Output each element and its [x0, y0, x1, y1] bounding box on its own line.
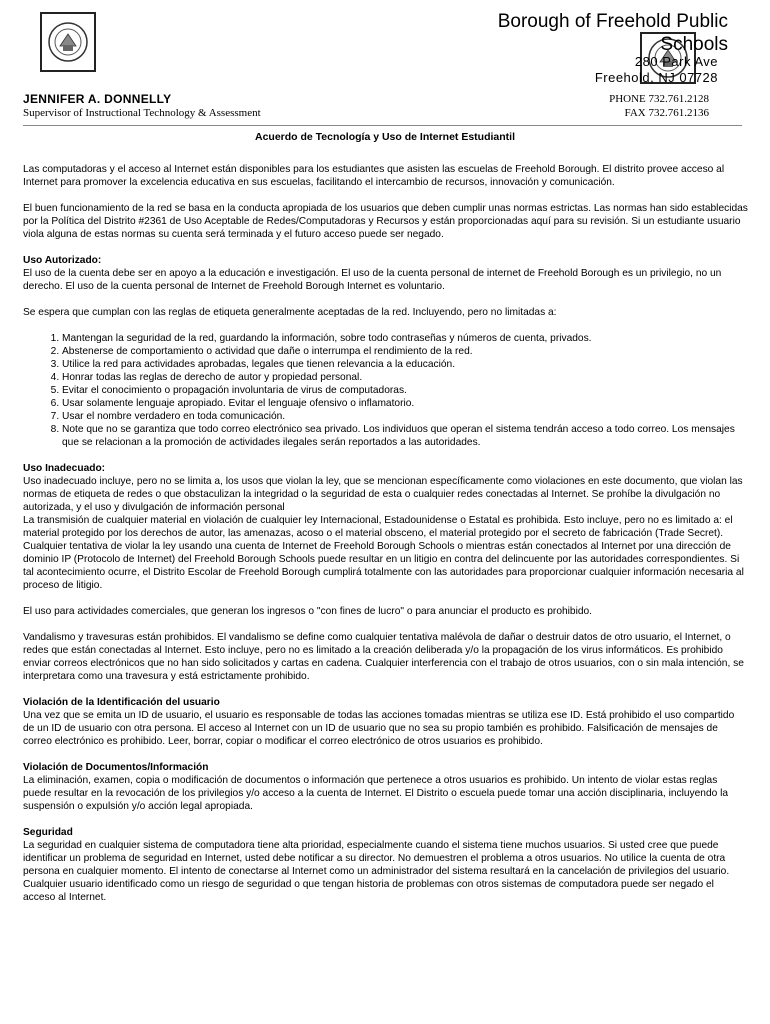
etiquette-rules-list: [23, 332, 748, 449]
fax-number: FAX 732.761.2136: [624, 107, 709, 119]
id-violation-body: Una vez que se emita un ID de usuario, el usuario es responsable de todas las acciones tomadas mientras se utiliza ese ID. Está prohibido el uso compartido de un ID de usuario con otra persona. El acceso al Internet con un ID de usuario que no sea su propio también es prohibido. Falsificación de mensajes de correo electrónico es prohibido. Leer, borrar, copiar o modificar el correo electrónico de otros usuarios es prohibido.: [23, 710, 735, 747]
phone-number: PHONE 732.761.2128: [609, 93, 709, 105]
document-title: Acuerdo de Tecnología y Uso de Internet Estudiantil: [254, 131, 515, 143]
section-heading-docs-violation: Violación de Documentos/Información: [23, 762, 209, 773]
section-heading-authorized: Uso Autorizado:: [23, 255, 102, 266]
inappropriate-body-1: Uso inadecuado incluye, pero no se limita a, los usos que violan la ley, que se mencionan específicamente como violaciones en este documento, que violan las normas de etiqueta de redes o que obstaculizan la integridad o la seguridad de esta o cualquier redes conectadas al Internet. Se prohíbe la divulgación no autorizada, y el uso y divulgación de información personal: [23, 476, 743, 513]
address-line-1: 280 Park Ave: [634, 54, 718, 69]
section-heading-id-violation: Violación de la Identificación del usuario: [23, 697, 220, 708]
inappropriate-body-3: El uso para actividades comerciales, que generan los ingresos o "con fines de lucro" o para anunciar el producto es prohibido.: [23, 606, 593, 617]
list-item: 1. Mantengan la seguridad de la red, guardando la información, sobre todo contraseñas y números de cuenta, privados.: [62, 332, 748, 345]
address-line-2: Freehold, NJ 07728: [594, 70, 718, 85]
section-heading-inappropriate: Uso Inadecuado:: [23, 463, 106, 474]
list-item: 4. Honrar todas las reglas de derecho de autor y propiedad personal.: [62, 371, 748, 384]
document-body: [23, 163, 748, 917]
list-item: 2. Abstenerse de comportamiento o actividad que dañe o interrumpa el rendimiento de la red.: [62, 345, 748, 358]
person-name: JENNIFER A. DONNELLY: [23, 92, 172, 106]
list-item: 3. Utilice la red para actividades aprobadas, legales que tienen relevancia a la educación.: [62, 358, 748, 371]
inappropriate-body-2: La transmisión de cualquier material en violación de cualquier ley Internacional, Estadounidense o Estatal es prohibida. Esto incluye, pero no es limitado a: el material protegido por los derechos de autor, las amenazas, acoso o el material obsceno, el material protegido por el secreto de fabricación (Trade Secret). Cualquier tentativa de violar la ley usando una cuenta de Internet de Freehold Borough Schools o mientras están conectados al Internet por una dirección de dominio IP (Protocolo de Internet) del Freehold Borough Schools puede resultar en un litigio en contra del delincuente por las autoridades correspondientes. Si tal acontecimiento ocurre, el Distrito Escolar de Freehold Borough cumplirá totalmente con las autoridades para proporcionar cualquier información necesaria al proceso de litigio.: [23, 515, 744, 591]
list-item: 6. Usar solamente lenguaje apropiado. Evitar el lenguaje ofensivo o inflamatorio.: [62, 397, 748, 410]
etiquette-intro: Se espera que cumplan con las reglas de etiqueta generalmente aceptadas de la red. Incluyendo, pero no limitadas a:: [23, 307, 557, 318]
header-divider: [23, 125, 742, 126]
inappropriate-body-4: Vandalismo y travesuras están prohibidos. El vandalismo se define como cualquier tentativa malévola de dañar o destruir datos de otro usuario, el Internet, o redes que están conectadas al Internet. Esto incluye, pero no es limitado a la creación deliberada y/o la propagación de los virus informáticos. Es prohibido enviar correos electrónicos que no han sido solicitados y cartas en cadena. Cualquier interferencia con el trabajo de otros usuarios, con o sin mala intención, se interpretara como una travesura y está estrictamente prohibido.: [23, 632, 744, 682]
list-item: 5. Evitar el conocimiento o propagación involuntaria de virus de computadoras.: [62, 384, 748, 397]
section-heading-security: Seguridad: [23, 827, 73, 838]
docs-violation-body: La eliminación, examen, copia o modificación de documentos o información que pertenece a otros usuarios es prohibido. Un intento de violar estas reglas puede resultar en la revocación de los privilegios y/o acceso a la cuenta de Internet. El Distrito o escuela puede tomar una acción disciplinaria, incluyendo la suspensión o expulsión y/o acción legal apropiada.: [23, 775, 729, 812]
school-name: Borough of Freehold Public Schools: [497, 11, 728, 55]
list-item: 8. Note que no se garantiza que todo correo electrónico sea privado. Los individuos que operan el sistema tendrán acceso a todo correo. Los mensajes que se relacionan a la promoción de actividades ilegales serán reportados a las autoridades.: [62, 423, 748, 449]
intro-paragraph-1: Las computadoras y el acceso al Internet están disponibles para los estudiantes que asisten las escuelas de Freehold Borough. El distrito provee acceso al Internet para promover la excelencia educativa en sus escuelas, facilitando el intercambio de recursos, innovación y comunicación.: [23, 164, 725, 188]
authorized-body: El uso de la cuenta debe ser en apoyo a la educación e investigación. El uso de la cuenta personal de internet de Freehold Borough es un privilegio, no un derecho. El uso de la cuenta personal de Internet de Freehold Borough Internet es voluntario.: [23, 268, 722, 292]
person-role: Supervisor of Instructional Technology & Assessment: [23, 107, 261, 119]
seal-emblem-icon: [46, 20, 90, 64]
district-seal-left: [40, 12, 96, 72]
security-body: La seguridad en cualquier sistema de computadora tiene alta prioridad, especialmente cuando el sistema tiene muchos usuarios. Si usted cree que puede identificar un problema de seguridad en Internet, usted debe notificar a su director. No demuestren el problema a otros usuarios. No utilice la cuenta de otra persona en cualquier momento. El intento de conectarse al Internet como un administrador del sistema resultará en la cancelación de privilegios del usuario. Cualquier usuario identificado como un riesgo de seguridad o que tengan historia de problemas con otros sistemas de computadora puede ser negado el acceso al Internet.: [23, 840, 730, 903]
intro-paragraph-2: El buen funcionamiento de la red se basa en la conducta apropiada de los usuarios que deben cumplir unas normas estrictas. Las normas han sido establecidas por la Política del Distrito #2361 de Uso Aceptable de Redes/Computadoras y Recursos y están proporcionadas aquí para su revisión. Si un estudiante usuario viola alguna de estas normas su cuenta será terminada y el futuro acceso puede ser negado.: [23, 203, 748, 240]
list-item: 7. Usar el nombre verdadero en toda comunicación.: [62, 410, 748, 423]
